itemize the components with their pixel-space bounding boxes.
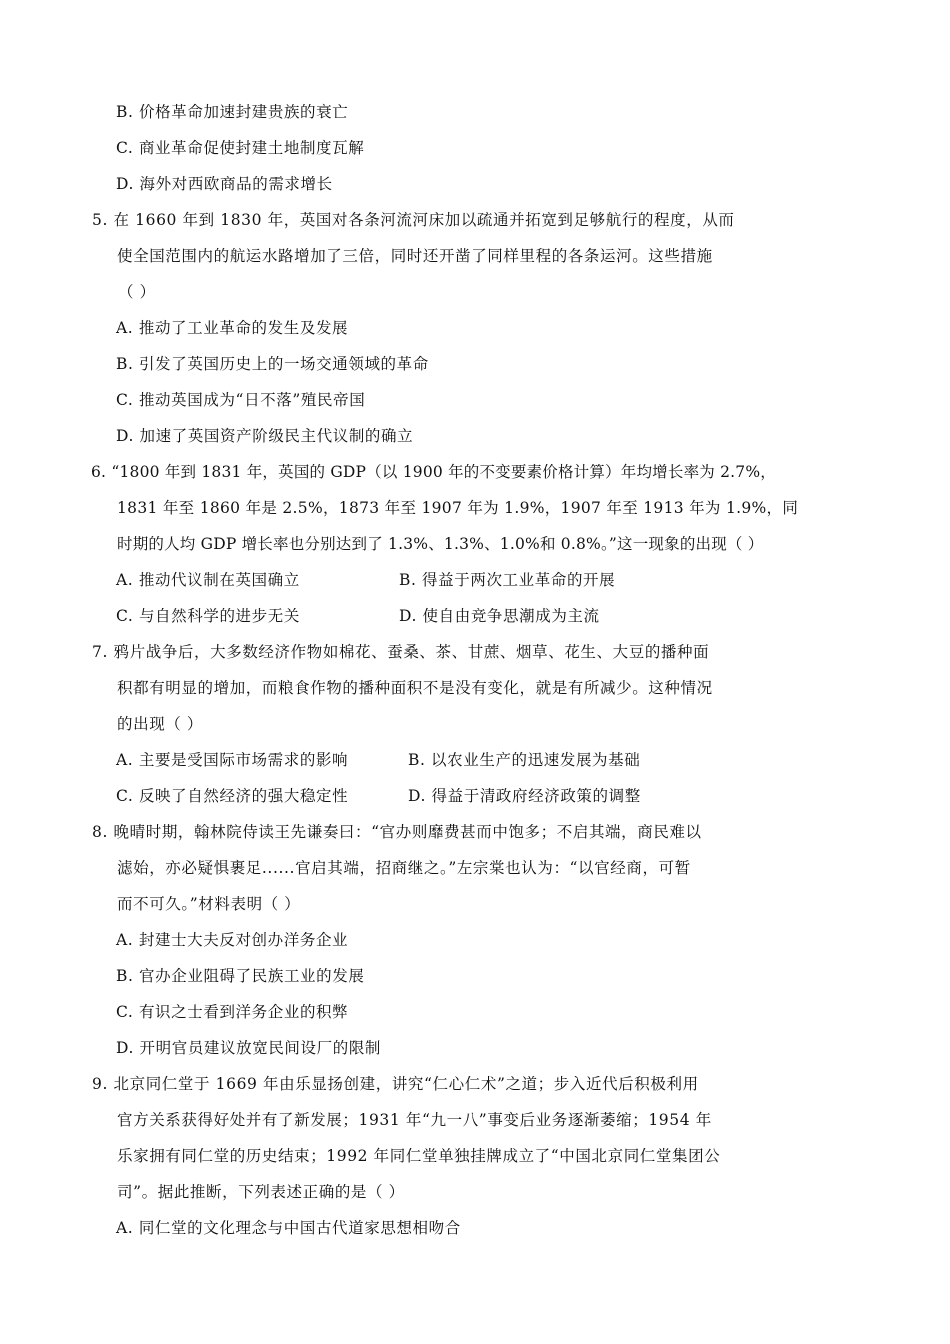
q4-option-d: D. 海外对西欧商品的需求增长 [116,175,333,193]
q7-option-c: C. 反映了自然经济的强大稳定性 [116,787,349,805]
q8-option-b: B. 官办企业阻碍了民族工业的发展 [116,967,365,985]
q6-option-c: C. 与自然科学的进步无关 [116,607,300,625]
q8-option-d: D. 开明官员建议放宽民间设厂的限制 [116,1039,382,1057]
q7-option-d: D. 得益于清政府经济政策的调整 [408,787,641,805]
q8-stem-line-2: 滤始，亦必疑惧裹足......官启其端，招商继之。”左宗棠也认为：“以官经商，可暂 [117,859,691,877]
q6-option-b: B. 得益于两次工业革命的开展 [399,571,616,589]
q9-stem-line-1: 9. 北京同仁堂于 1669 年由乐显扬创建，讲究“仁心仁术”之道；步入近代后积极利用 [92,1075,699,1093]
q6-stem-line-2: 1831 年至 1860 年是 2.5%，1873 年至 1907 年为 1.9%，1907 年至 1913 年为 1.9%，同 [117,499,799,517]
q5-option-d: D. 加速了英国资产阶级民主代议制的确立 [116,427,414,445]
q7-stem-line-1: 7. 鸦片战争后，大多数经济作物如棉花、蚕桑、茶、甘蔗、烟草、花生、大豆的播种面 [92,643,710,661]
q7-option-a: A. 主要是受国际市场需求的影响 [116,751,349,769]
q4-option-b: B. 价格革命加速封建贵族的衰亡 [116,103,349,121]
q6-stem-line-1: 6. “1800 年到 1831 年，英国的 GDP（以 1900 年的不变要素价格计算）年均增长率为 2.7%， [91,463,776,481]
q5-option-b: B. 引发了英国历史上的一场交通领域的革命 [116,355,429,373]
q5-answer-blank: （ ） [118,283,156,301]
q5-option-a: A. 推动了工业革命的发生及发展 [116,319,349,337]
q5-stem-line-2: 使全国范围内的航运水路增加了三倍，同时还开凿了同样里程的各条运河。这些措施 [117,247,713,265]
q5-stem-line-1: 5. 在 1660 年到 1830 年，英国对各条河流河床加以疏通并拓宽到足够航行的程度，从而 [92,211,735,229]
q9-stem-line-4: 司”。据此推断，下列表述正确的是（ ） [117,1183,405,1201]
q6-option-a: A. 推动代议制在英国确立 [116,571,300,589]
q8-stem-line-3: 而不可久。”材料表明（ ） [117,895,301,913]
q6-stem-line-3: 时期的人均 GDP 增长率也分别达到了 1.3%、1.3%、1.0%和 0.8%。”这一现象的出现（ ） [117,535,764,553]
q8-option-a: A. 封建士大夫反对创办洋务企业 [116,931,349,949]
q7-stem-line-2: 积都有明显的增加，而粮食作物的播种面积不是没有变化，就是有所减少。这种情况 [117,679,713,697]
q7-option-b: B. 以农业生产的迅速发展为基础 [408,751,641,769]
q8-stem-line-1: 8. 晚晴时期，翰林院侍读王先谦奏曰：“官办则靡费甚而中饱多；不启其端，商民难以 [92,823,702,841]
q9-stem-line-3: 乐家拥有同仁堂的历史结束；1992 年同仁堂单独挂牌成立了“中国北京同仁堂集团公 [117,1147,721,1165]
q4-option-c: C. 商业革命促使封建土地制度瓦解 [116,139,365,157]
q9-stem-line-2: 官方关系获得好处并有了新发展；1931 年“九一八”事变后业务逐渐萎缩；1954 年 [117,1111,712,1129]
q6-option-d: D. 使自由竞争思潮成为主流 [399,607,600,625]
q5-option-c: C. 推动英国成为“日不落”殖民帝国 [116,391,366,409]
q7-stem-line-3: 的出现（ ） [117,715,204,733]
q9-option-a: A. 同仁堂的文化理念与中国古代道家思想相吻合 [116,1219,461,1237]
q8-option-c: C. 有识之士看到洋务企业的积弊 [116,1003,349,1021]
